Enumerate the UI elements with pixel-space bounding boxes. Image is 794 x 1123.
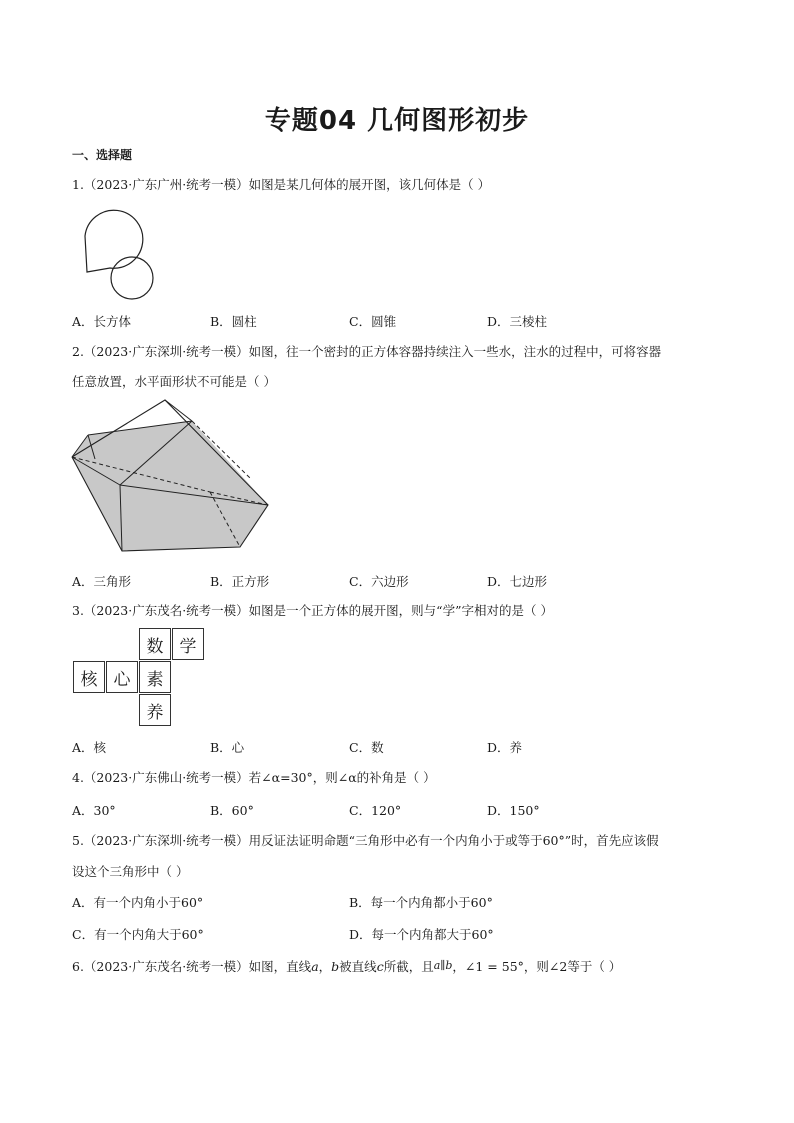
q6-mid: 被直线 [339,959,377,974]
q5-option-d[interactable]: D．每一个内角都大于60° [349,927,494,942]
q4-option-a[interactable]: A．30° [72,803,116,818]
section-heading: 一、选择题 [72,148,133,162]
q2-option-c[interactable]: C．六边形 [349,574,409,589]
question-5-stem-line2: 设这个三角形中（ ） [72,864,189,879]
q1-option-b[interactable]: B．圆柱 [210,314,257,329]
q6-line-c: c [376,959,384,974]
q4-option-b[interactable]: B．60° [210,803,254,818]
q5-option-b[interactable]: B．每一个内角都小于60° [349,895,493,910]
q2-option-a[interactable]: A．三角形 [72,574,132,589]
q6-mid2: 所截，且 [383,959,434,974]
q3-option-d[interactable]: D．养 [487,740,523,755]
q6-line-b: b [331,959,340,974]
q6-prefix: 6.（2023·广东茂名·统考一模）如图，直线 [72,959,312,974]
q6-line-a: a [311,959,319,974]
net-cell-su: 素 [139,661,171,693]
net-cell-he: 核 [73,661,105,693]
net-cell-xin: 心 [106,661,138,693]
q1-sector-shape [85,210,143,272]
net-cell-xue: 学 [172,628,204,660]
question-2-stem-line1: 2.（2023·广东深圳·统考一模）如图，往一个密封的正方体容器持续注入一些水，注水的过程中，可将容器 [72,344,662,359]
q3-option-c[interactable]: C．数 [349,740,384,755]
q5-option-c[interactable]: C．有一个内角大于60° [72,927,204,942]
question-2-stem-line2: 任意放置，水平面形状不可能是（ ） [72,374,276,389]
q6-suffix: ，∠1 = 55°，则∠2等于（ ） [452,959,622,974]
q5-option-a[interactable]: A．有一个内角小于60° [72,895,204,910]
q4-option-d[interactable]: D．150° [487,803,540,818]
question-6-stem [72,955,621,978]
question-5-stem-line1: 5.（2023·广东深圳·统考一模）用反证法证明命题“三角形中必有一个内角小于或等于60°”时，首先应该假 [72,833,659,848]
question-1-stem: 1.（2023·广东广州·统考一模）如图是某几何体的展开图，该几何体是（ ） [72,177,491,192]
q3-cube-net [72,628,207,728]
q1-option-c[interactable]: C．圆锥 [349,314,397,329]
q1-base-circle [111,257,153,299]
question-4-stem: 4.（2023·广东佛山·统考一模）若∠α=30°，则∠α的补角是（ ） [72,770,436,785]
q1-option-a[interactable]: A．长方体 [72,314,132,329]
q2-cube-figure [60,395,275,565]
q4-option-c[interactable]: C．120° [349,803,402,818]
q3-option-b[interactable]: B．心 [210,740,245,755]
net-cell-yang: 养 [139,694,171,726]
q3-option-a[interactable]: A．核 [72,740,107,755]
question-3-stem: 3.（2023·广东茂名·统考一模）如图是一个正方体的展开图，则与“学”字相对的是（ ） [72,603,553,618]
page-title: 专题04 几何图形初步 [264,106,530,136]
net-cell-shu: 数 [139,628,171,660]
q1-option-d[interactable]: D．三棱柱 [487,314,548,329]
q2-option-b[interactable]: B．正方形 [210,574,270,589]
q6-parallel-expr: a∥b [433,959,453,972]
q6-sep: ， [318,959,332,974]
q1-net-figure [70,200,170,302]
q2-option-d[interactable]: D．七边形 [487,574,548,589]
